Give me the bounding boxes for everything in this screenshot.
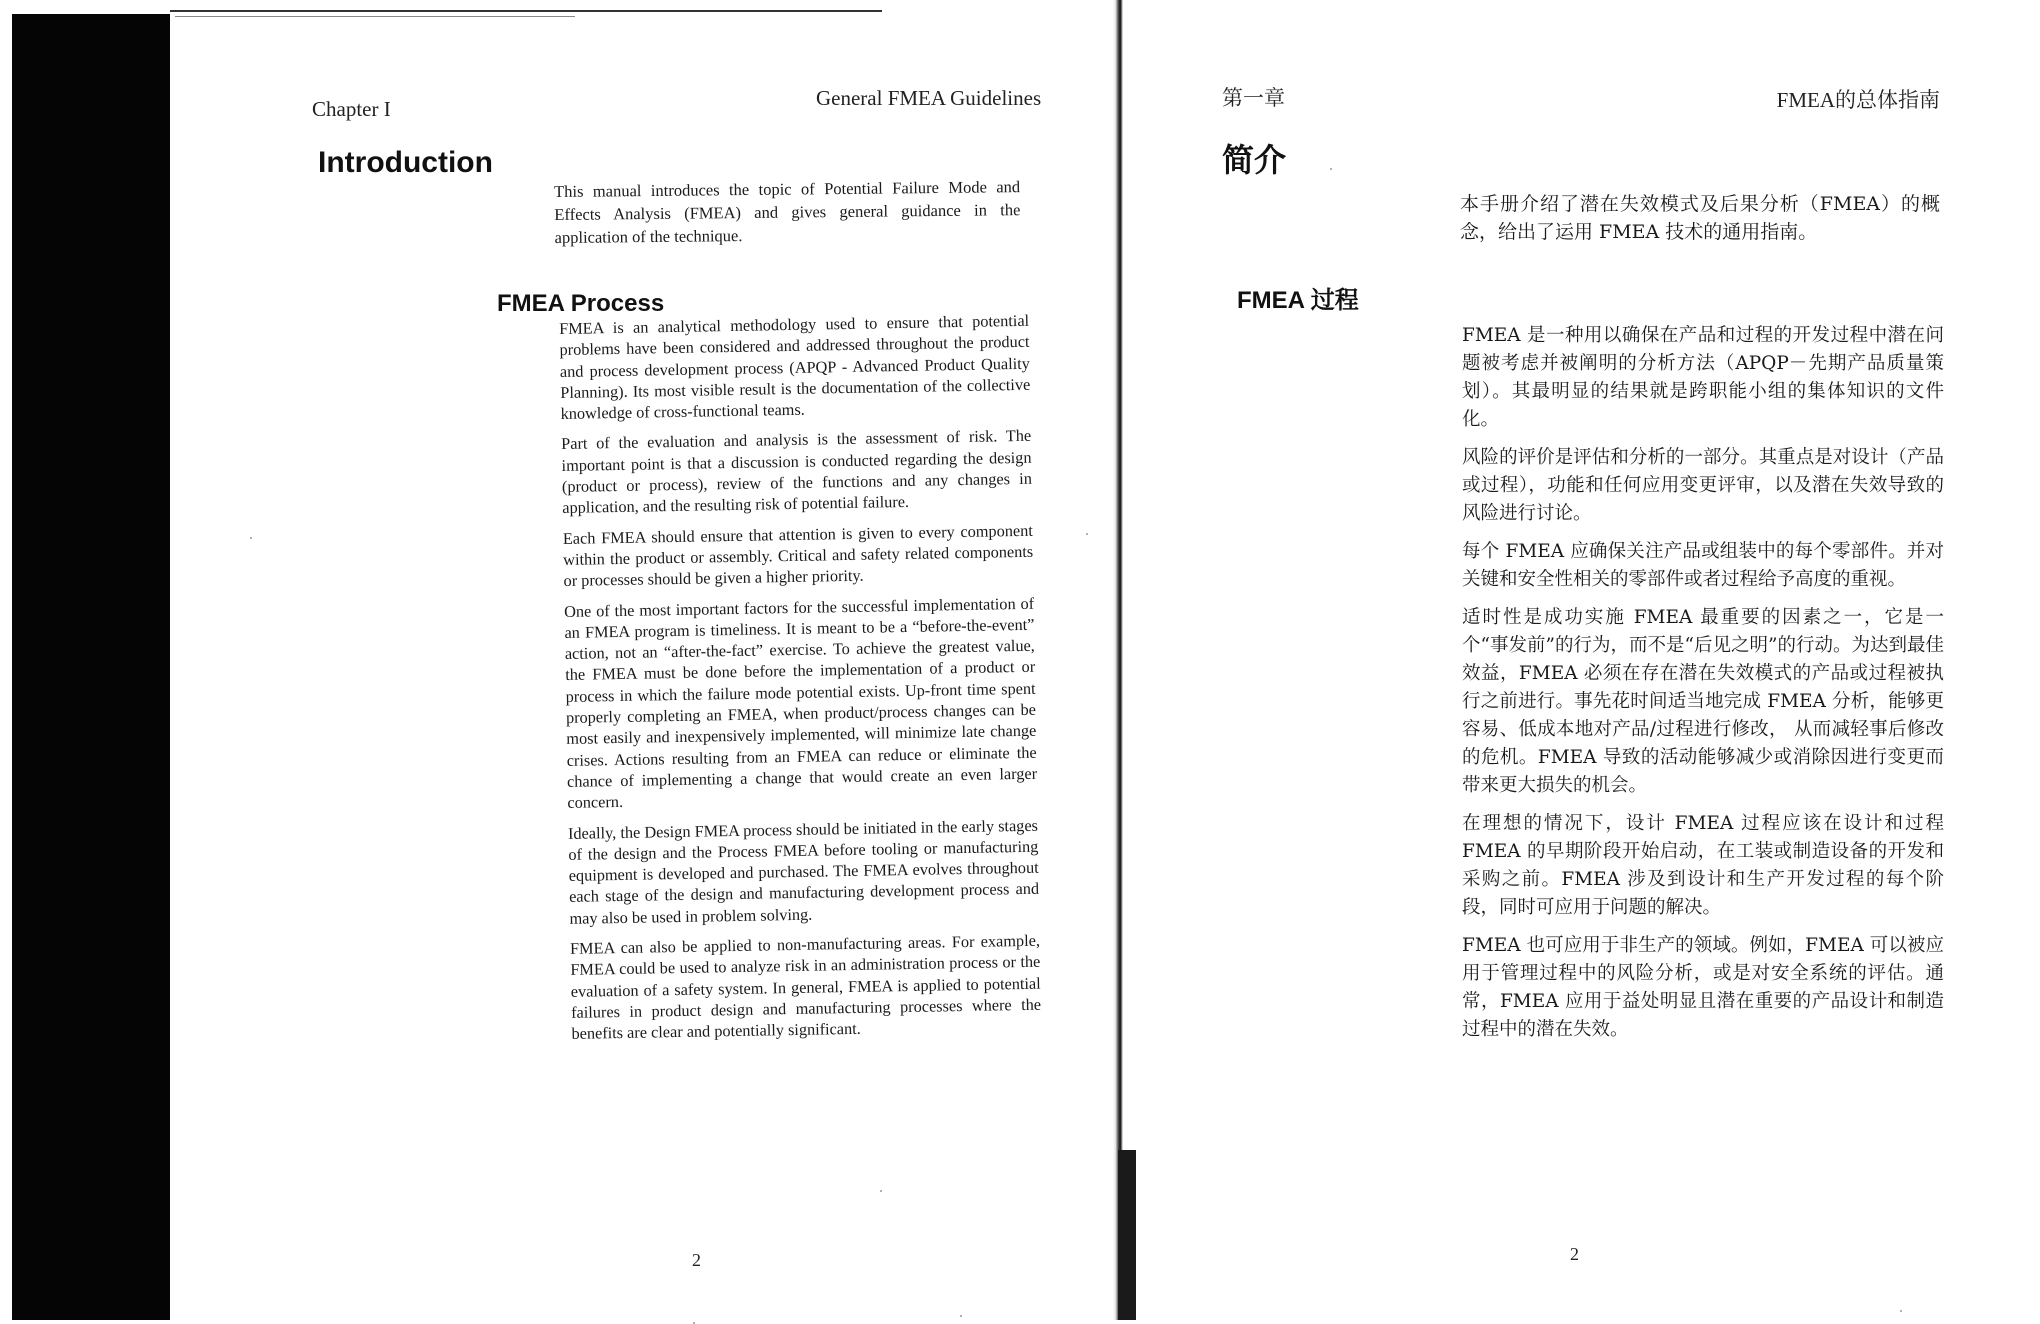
body-paragraph: 适时性是成功实施 FMEA 最重要的因素之一，它是一个“事发前”的行为，而不是“后见之明”的行动。为达到最佳效益，FMEA 必须在存在潜在失效模式的产品或过程被执行之前进行。事先花时间适当地完成 FMEA 分析，能够更容易、低成本地对产品/过程进行修改， 从而减轻事后修改的危机。FMEA 导致的活动能够减少或消除因进行变更而带来更大损失的机会。 [1462,607,1944,796]
page-number: 2 [692,1250,701,1270]
body-paragraph: Part of the evaluation and analysis is the assessment of risk. The important point is that a discussion is conducted regarding the design (product or process), review of the functions and any changes in application, and the resulting risk of potential failure. [561,426,1033,518]
body-paragraph: Ideally, the Design FMEA process should be initiated in the early stages of the design and the Process FMEA before tooling or manufacturing equipment is developed and purchased. The FMEA evolves throughout each stage of the design and manufacturing development process and may also be used in problem solving. [567,815,1040,928]
scan-speck [250,537,252,539]
scan-black-border [12,14,170,1320]
page-number: 2 [1570,1244,1579,1264]
scan-speck [880,1190,882,1192]
body-paragraph: 每个 FMEA 应确保关注产品或组装中的每个零部件。并对关键和安全性相关的零部件或者过程给予高度的重视。 [1462,541,1944,590]
running-head-title: General FMEA Guidelines [816,86,1042,110]
left-page [170,0,1110,1320]
section-heading: FMEA Process [497,290,665,317]
section-body [559,310,1042,1054]
chapter-heading: Introduction [318,146,493,179]
body-paragraph: One of the most important factors for the successful implementation of an FMEA program is timeliness. It is meant to be a “before-the-event” action, not an “after-the-fact” exercise. To achieve the greatest value, the FMEA must be done before the implementation of a product or process in which the failure mode potential exists. Up-front time spent properly completing an FMEA, when product/process changes can be most easily and inexpensively implemented, will minimize late change crises. Actions resulting from an FMEA can reduce or eliminate the chance of implementing a change that would create an even larger concern. [563,593,1038,813]
chapter-heading: 简介 [1222,141,1287,179]
scan-speck [1330,168,1332,170]
right-page [1130,0,2040,1320]
intro-paragraph: This manual introduces the topic of Potential Failure Mode and Effects Analysis (FMEA) and gives general guidance in the application of the technique. [554,177,1021,247]
intro-paragraph: 本手册介绍了潜在失效模式及后果分析（FMEA）的概念，给出了运用 FMEA 技术的通用指南。 [1460,193,1940,243]
running-head-title: FMEA的总体指南 [1776,88,1940,112]
body-paragraph: FMEA is an analytical methodology used to ensure that potential problems have been considered and addressed throughout the product and process development process (APQP - Advanced Product Quality Planning). Its most visible result is the documentation of the collective knowledge of cross-functional teams. [559,310,1031,424]
body-paragraph: Each FMEA should ensure that attention is given to every component within the product or assembly. Critical and safety related components or processes should be given a higher priority. [562,520,1034,591]
scan-speck [1086,533,1088,535]
scan-speck [1900,1310,1902,1312]
section-heading: FMEA 过程 [1237,287,1359,314]
section-body [1462,322,1944,1054]
body-paragraph: 在理想的情况下，设计 FMEA 过程应该在设计和过程 FMEA 的早期阶段开始启动，在工装或制造设备的开发和采购之前。FMEA 涉及到设计和生产开发过程的每个阶段，同时可应用于问题的解决。 [1462,813,1944,918]
body-paragraph: FMEA 是一种用以确保在产品和过程的开发过程中潜在问题被考虑并被阐明的分析方法（APQP－先期产品质量策划）。其最明显的结果就是跨职能小组的集体知识的文件化。 [1462,325,1944,430]
body-paragraph: FMEA 也可应用于非生产的领域。例如，FMEA 可以被应用于管理过程中的风险分析，或是对安全系统的评估。通常，FMEA 应用于益处明显且潜在重要的产品设计和制造过程中的潜在失效。 [1462,935,1944,1040]
book-gutter [1113,0,1123,1320]
body-paragraph: FMEA can also be applied to non-manufacturing areas. For example, FMEA could be used to analyze risk in an administration process or the evaluation of a safety system. In general, FMEA is applied to potential failures in product design and manufacturing processes where the benefits are clear and potentially significant. [569,930,1042,1044]
running-head-chapter: 第一章 [1222,86,1285,110]
body-paragraph: 风险的评价是评估和分析的一部分。其重点是对设计（产品或过程），功能和任何应用变更评审，以及潜在失效导致的风险进行讨论。 [1462,447,1944,524]
running-head-chapter: Chapter I [312,97,391,121]
scan-speck [960,1315,962,1317]
